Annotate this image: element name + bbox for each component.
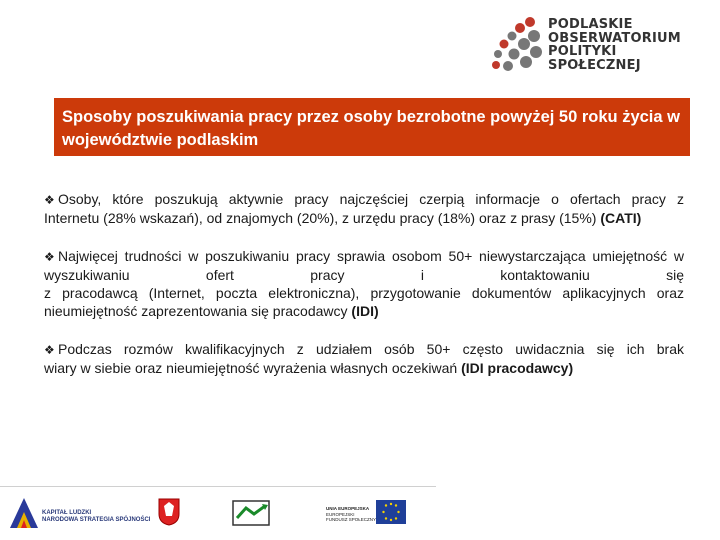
slide-title: Sposoby poszukiwania pracy przez osoby bezrobotne powyżej 50 roku życia w województwie podlaskim: [62, 108, 680, 149]
bullet-list: [44, 190, 684, 397]
ue-text: UNIA EUROPEJSKA EUROPEJSKI FUNDUSZ SPOŁECZNY: [326, 506, 377, 522]
diamond-bullet-icon: ❖: [44, 343, 55, 357]
eu-flag-icon: [376, 500, 406, 524]
bullet-item-3: [44, 340, 684, 377]
partner-logo-icon: [232, 500, 270, 526]
bullet-2-text: z pracodawcą (Internet, poczta elektroniczna), przygotowanie dokumentów aplikacyjnych oraz nieumiejętność zaprezentowania się pracodawcy: [44, 285, 684, 319]
bullet-2-source: (IDI): [351, 303, 379, 319]
coat-of-arms-icon: [158, 498, 180, 526]
podlaskie-observatory-logo: [490, 14, 710, 78]
kapital-ludzki-text: KAPITAŁ LUDZKI NARODOWA STRATEGIA SPÓJNOŚCI: [42, 510, 151, 523]
bullet-1-source: (CATI): [600, 210, 642, 226]
kapital-ludzki-icon: [8, 496, 40, 530]
logo-line-3: POLITYKI: [548, 44, 617, 59]
bullet-3-source: (IDI pracodawcy): [461, 360, 574, 376]
logo-line-2: OBSERWATORIUM: [548, 30, 681, 46]
logo-line-4: SPOŁECZNEJ: [548, 57, 641, 73]
diamond-bullet-icon: ❖: [44, 193, 55, 207]
diamond-bullet-icon: ❖: [44, 250, 55, 264]
bullet-3-text: wiary w siebie oraz nieumiejętność wyrażenia własnych oczekiwań: [44, 360, 458, 376]
logo-line-1: PODLASKIE: [548, 17, 633, 32]
bullet-item-2: [44, 247, 684, 320]
footer-divider: [0, 486, 436, 487]
bullet-1-lead: Osoby, które poszukują aktywnie pracy najczęściej czerpią informacje o ofertach pracy z: [58, 191, 684, 207]
dots-logo-icon: [490, 14, 546, 74]
title-banner: [54, 98, 690, 156]
logo-text: [548, 18, 681, 72]
bullet-item-1: [44, 190, 684, 227]
bullet-3-lead: Podczas rozmów kwalifikacyjnych z udziałem osób 50+ często uwidacznia się ich brak: [58, 341, 684, 357]
bullet-1-text: Internetu (28% wskazań), od znajomych (20%), z urzędu pracy (18%) oraz z prasy (15%): [44, 210, 597, 226]
bullet-2-lead: Najwięcej trudności w poszukiwaniu pracy sprawia osobom 50+ niewystarczająca umiejętność w wyszukiwaniu ofert pracy i kontaktowaniu się: [44, 248, 684, 283]
footer-logos: [0, 490, 720, 540]
